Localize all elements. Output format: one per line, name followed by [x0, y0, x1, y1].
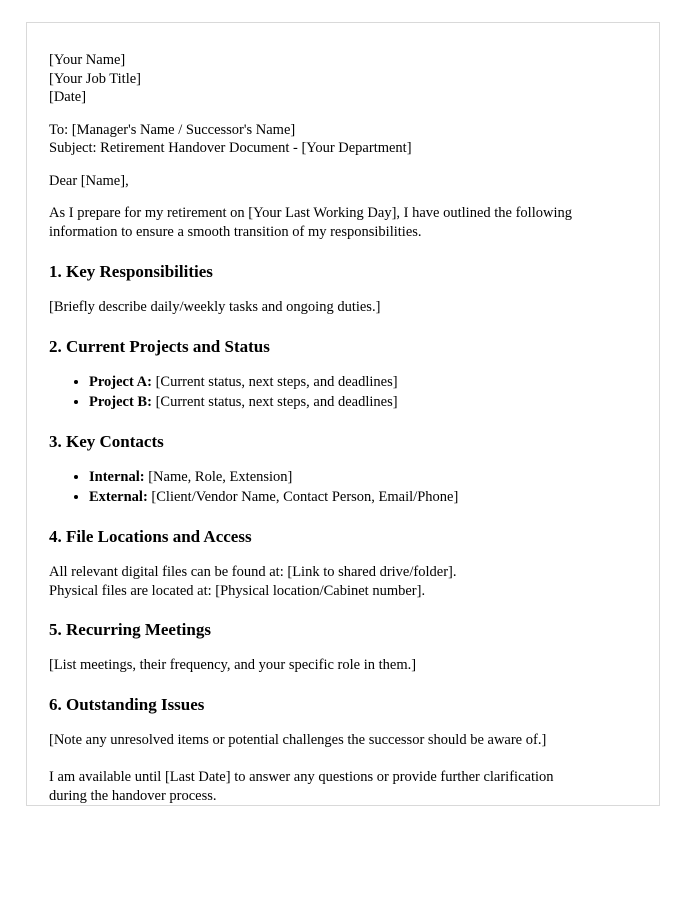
closing-line-1: I am available until [Last Date] to answer any questions or provide further clarification	[49, 769, 554, 785]
recipient-block	[49, 121, 639, 158]
section-body-file-locations	[49, 563, 639, 600]
section-body-outstanding-issues: [Note any unresolved items or potential challenges the successor should be aware of.]	[49, 732, 547, 748]
file-locations-line-2: Physical files are located at: [Physical location/Cabinet number].	[49, 582, 426, 599]
sender-job-title: [Your Job Title]	[49, 70, 142, 87]
bullet-label: Project B:	[89, 394, 152, 410]
section-heading-key-responsibilities: 1. Key Responsibilities	[49, 262, 213, 281]
document-date: [Date]	[49, 89, 87, 105]
sender-block	[49, 51, 639, 107]
salutation: Dear [Name],	[49, 172, 129, 189]
list-item	[89, 373, 639, 392]
intro-paragraph: As I prepare for my retirement on [Your Last Working Day], I have outlined the following information to ensure a smooth transition of my responsibilities.	[49, 205, 572, 240]
recipient-line: To: [Manager's Name / Successor's Name]	[49, 121, 296, 138]
document-body	[27, 23, 660, 806]
subject-line: Subject: Retirement Handover Document - [Your Department]	[49, 140, 412, 156]
bullet-label: Project A:	[89, 374, 152, 390]
section-heading-outstanding-issues: 6. Outstanding Issues	[49, 695, 205, 714]
bullet-label: Internal:	[89, 469, 145, 485]
bullet-text: [Current status, next steps, and deadlines]	[151, 374, 398, 390]
salutation-block	[49, 172, 639, 191]
section-heading-key-contacts: 3. Key Contacts	[49, 432, 164, 451]
section-heading-recurring-meetings: 5. Recurring Meetings	[49, 620, 211, 639]
list-key-contacts	[49, 468, 639, 507]
list-item	[89, 468, 639, 487]
bullet-text: [Client/Vendor Name, Contact Person, Email/Phone]	[147, 489, 459, 505]
closing-line-2: during the handover process.	[49, 788, 217, 804]
file-locations-line-1: All relevant digital files can be found at: [Link to shared drive/folder].	[49, 564, 457, 580]
section-heading-file-locations: 4. File Locations and Access	[49, 527, 252, 546]
sender-name: [Your Name]	[49, 52, 126, 68]
bullet-text: [Current status, next steps, and deadlines]	[151, 394, 398, 410]
section-heading-current-projects: 2. Current Projects and Status	[49, 337, 270, 356]
section-body-key-responsibilities: [Briefly describe daily/weekly tasks and ongoing duties.]	[49, 299, 381, 315]
document-page	[26, 22, 660, 806]
list-item	[89, 488, 639, 507]
section-body-recurring-meetings: [List meetings, their frequency, and your specific role in them.]	[49, 657, 417, 673]
closing-paragraph	[49, 768, 639, 806]
bullet-text: [Name, Role, Extension]	[144, 469, 293, 485]
list-item	[89, 393, 639, 412]
list-current-projects	[49, 373, 639, 412]
bullet-label: External:	[89, 489, 148, 505]
